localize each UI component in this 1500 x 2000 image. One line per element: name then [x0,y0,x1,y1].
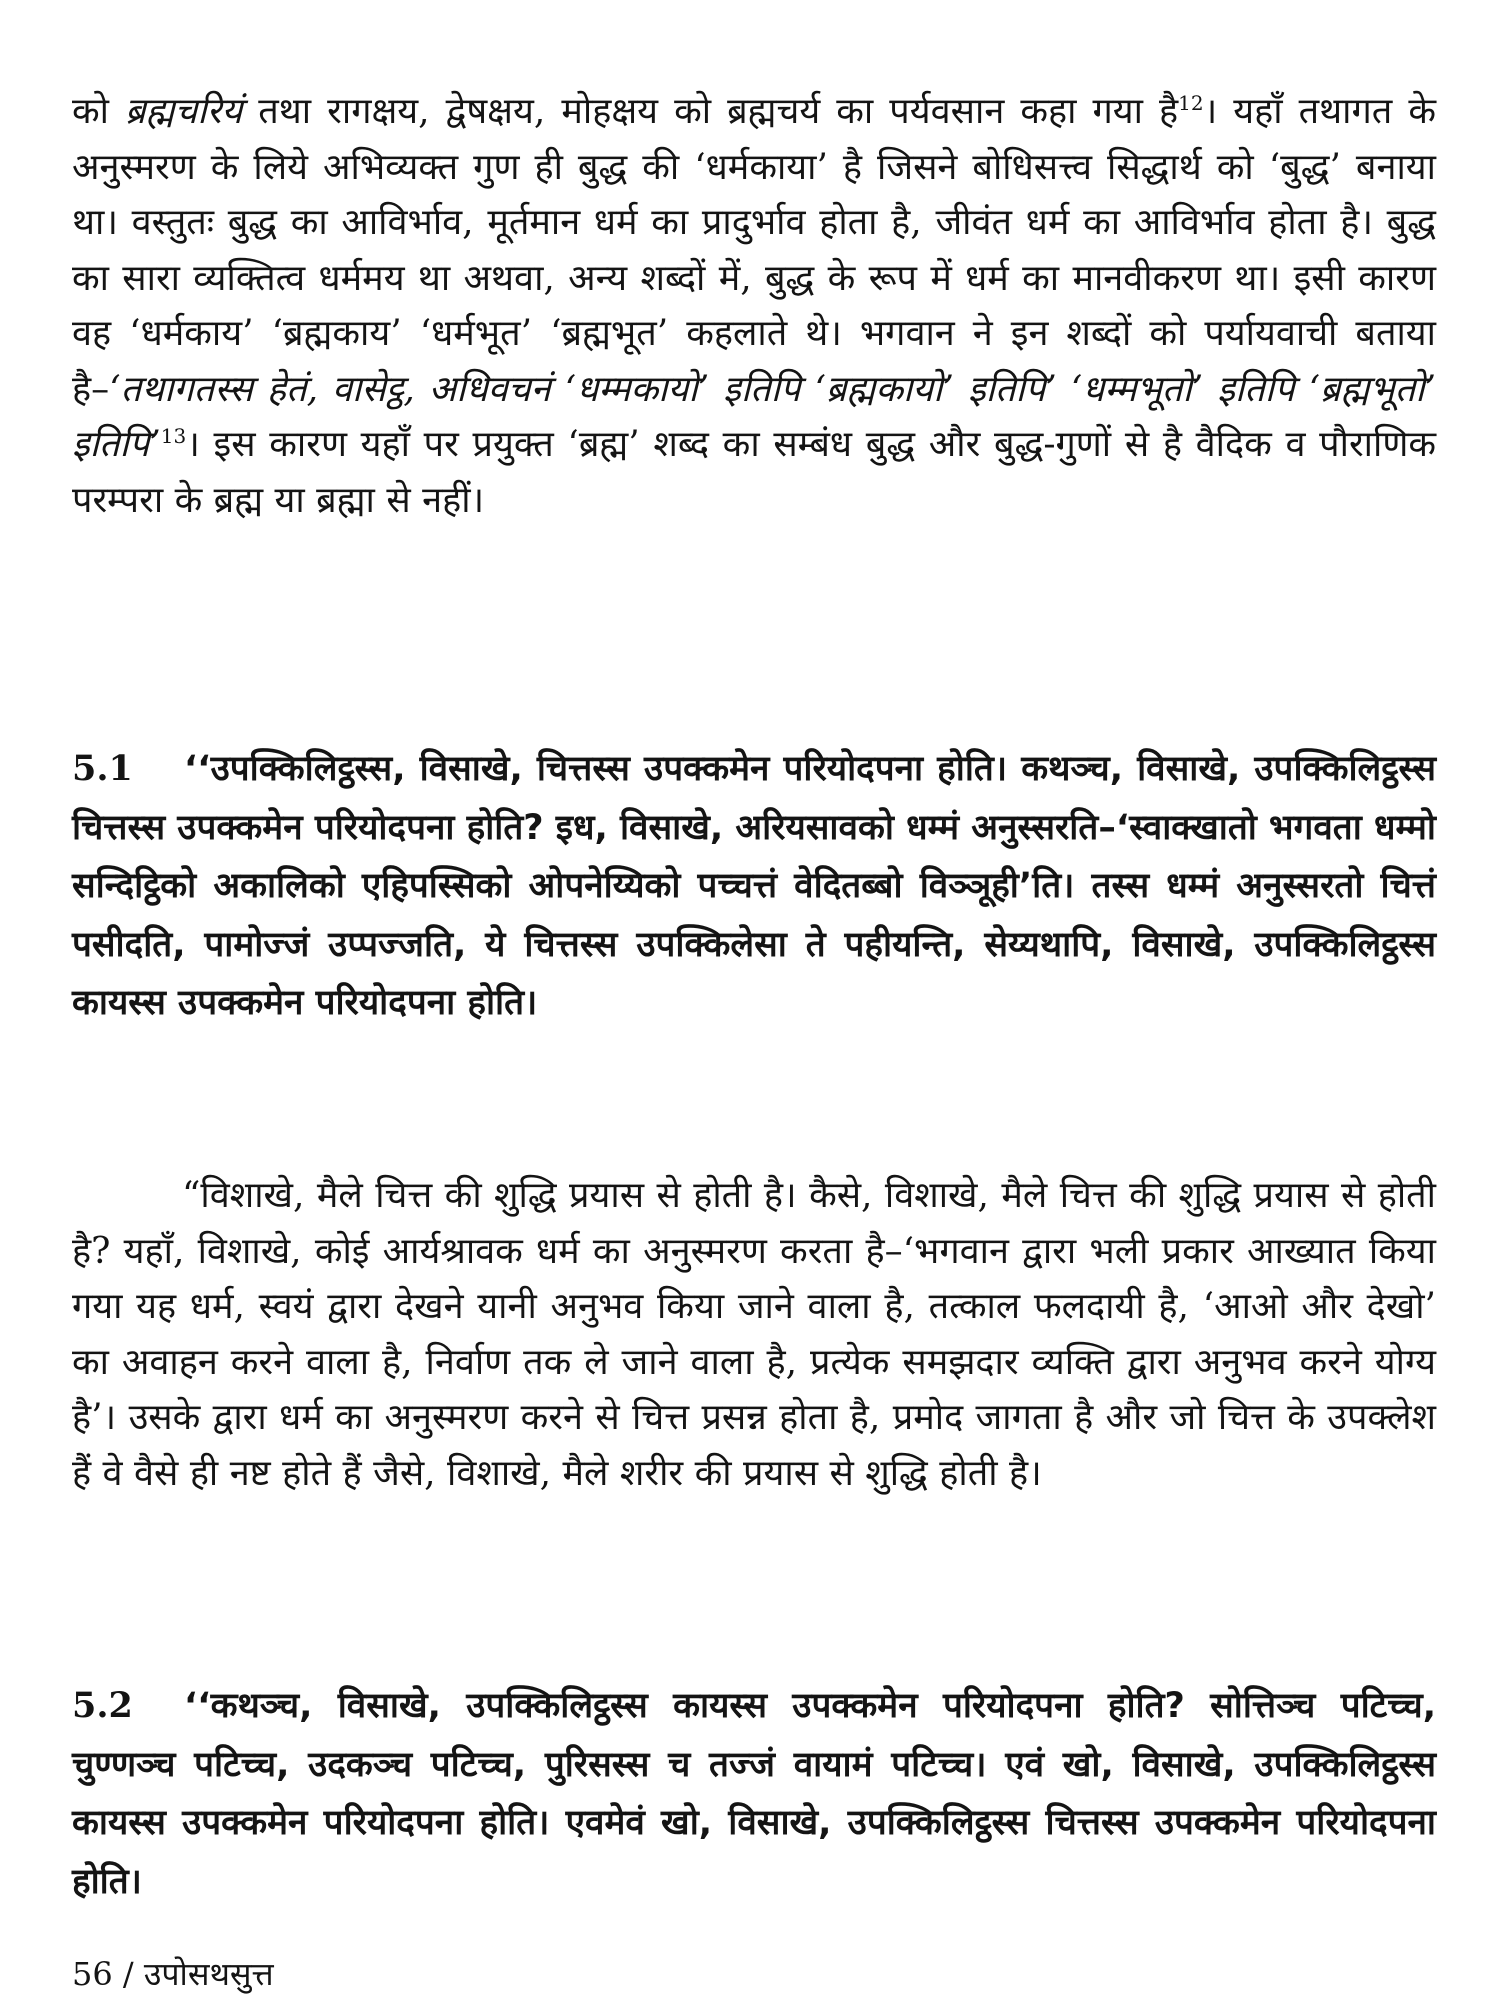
section-number: 5.2 [72,1685,133,1726]
pali-text: ‘‘उपक्किलिट्ठस्स, विसाखे, चित्तस्स उपक्कमेन परियोदपना होति। कथञ्च, विसाखे, उपक्किलिट्ठस्स चित्तस्स उपक्कमेन परियोदपना होति? इध, विसाखे, अरियसावको धम्मं अनुस्सरति–‘स्वाक्खातो भगवता धम्मो सन्दिट्ठिको अकालिको एहिपस्सिको ओपनेय्यिको पच्चत्तं वेदितब्बो विञ्ञूही’ति। तस्स धम्मं अनुस्सरतो चित्तं पसीदति, पामोज्जं उप्पज्जति, ये चित्तस्स उपक्किलेसा ते पहीयन्ति, सेय्यथापि, विसाखे, उपक्किलिट्ठस्स कायस्स उपक्कमेन परियोदपना होति। [72,749,1436,1023]
text-span: । यहाँ तथागत के अनुस्मरण के लिये अभिव्यक्त गुण ही बुद्ध की ‘धर्मकाया’ है जिसने बोधिसत्त्व सिद्धार्थ को ‘बुद्ध’ बनाया था। वस्तुतः बुद्ध का आविर्भाव, मूर्तमान धर्म का प्रादुर्भाव होता है, जीवंत धर्म का आविर्भाव होता है। बुद्ध का सारा व्यक्तित्व धर्ममय था अथवा, अन्य शब्दों में, बुद्ध के रूप में धर्म का मानवीकरण था। इसी कारण वह ‘धर्मकाय’ ‘ब्रह्मकाय’ ‘धर्मभूत’ ‘ब्रह्मभूत’ कहलाते थे। भगवान ने इन शब्दों को पर्यायवाची बताया है– [72,91,1436,410]
pali-quote-italic: ‘तथागतस्स हेतं, वासेट्ठ, अधिवचनं ‘धम्मकायो’ इतिपि ‘ब्रह्मकायो’ इतिपि’ ‘धम्मभूतो’ इतिपि ‘ब्रह्मभूतो’ इतिपि’ [72,368,1436,465]
text-span: । इस कारण यहाँ पर प्रयुक्त ‘ब्रह्म’ शब्द का सम्बंध बुद्ध और बुद्ध-गुणों से है वैदिक व पौराणिक परम्परा के ब्रह्म या ब्रह्मा से नहीं। [72,424,1436,521]
text-span: को [72,91,126,132]
section-number: 5.1 [72,748,133,789]
page-footer [72,1954,274,1994]
section-5-1-pali [72,740,1436,1033]
text-span: तथा रागक्षय, द्वेषक्षय, मोहक्षय को ब्रह्मचर्य का पर्यवसान कहा गया है [242,91,1179,132]
footnote-ref-12: 12 [1178,91,1204,115]
running-title: उपोसथसुत्त [143,1955,274,1993]
footnote-ref-13: 13 [160,424,187,448]
pali-term-italic: ब्रह्मचरियं [125,91,243,132]
intro-paragraph [72,84,1436,528]
pali-text: ‘‘कथञ्च, विसाखे, उपक्किलिट्ठस्स कायस्स उपक्कमेन परियोदपना होति? सोत्तिञ्च पटिच्च, चुण्णञ्च पटिच्च, उदकञ्च पटिच्च, पुरिसस्स च तज्जं वायामं पटिच्च। एवं खो, विसाखे, उपक्किलिट्ठस्स कायस्स उपक्कमेन परियोदपना होति। एवमेवं खो, विसाखे, उपक्किलिट्ठस्स चित्तस्स उपक्कमेन परियोदपना होति। [72,1686,1436,1902]
footer-separator: / [122,1955,134,1993]
page-number: 56 [72,1955,113,1993]
section-5-1-translation [72,1168,1436,1501]
hindi-translation: “विशाखे, मैले चित्त की शुद्धि प्रयास से होती है। कैसे, विशाखे, मैले चित्त की शुद्धि प्रयास से होती है? यहाँ, विशाखे, कोई आर्यश्रावक धर्म का अनुस्मरण करता है–‘भगवान द्वारा भली प्रकार आख्यात किया गया यह धर्म, स्वयं द्वारा देखने यानी अनुभव किया जाने वाला है, तत्काल फलदायी है, ‘आओ और देखो’ का अवाहन करने वाला है, निर्वाण तक ले जाने वाला है, प्रत्येक समझदार व्यक्ति द्वारा अनुभव करने योग्य है’। उसके द्वारा धर्म का अनुस्मरण करने से चित्त प्रसन्न होता है, प्रमोद जागता है और जो चित्त के उपक्लेश हैं वे वैसे ही नष्ट होते हैं जैसे, विशाखे, मैले शरीर की प्रयास से शुद्धि होती है। [72,1175,1436,1494]
section-5-2-pali [72,1677,1436,1911]
